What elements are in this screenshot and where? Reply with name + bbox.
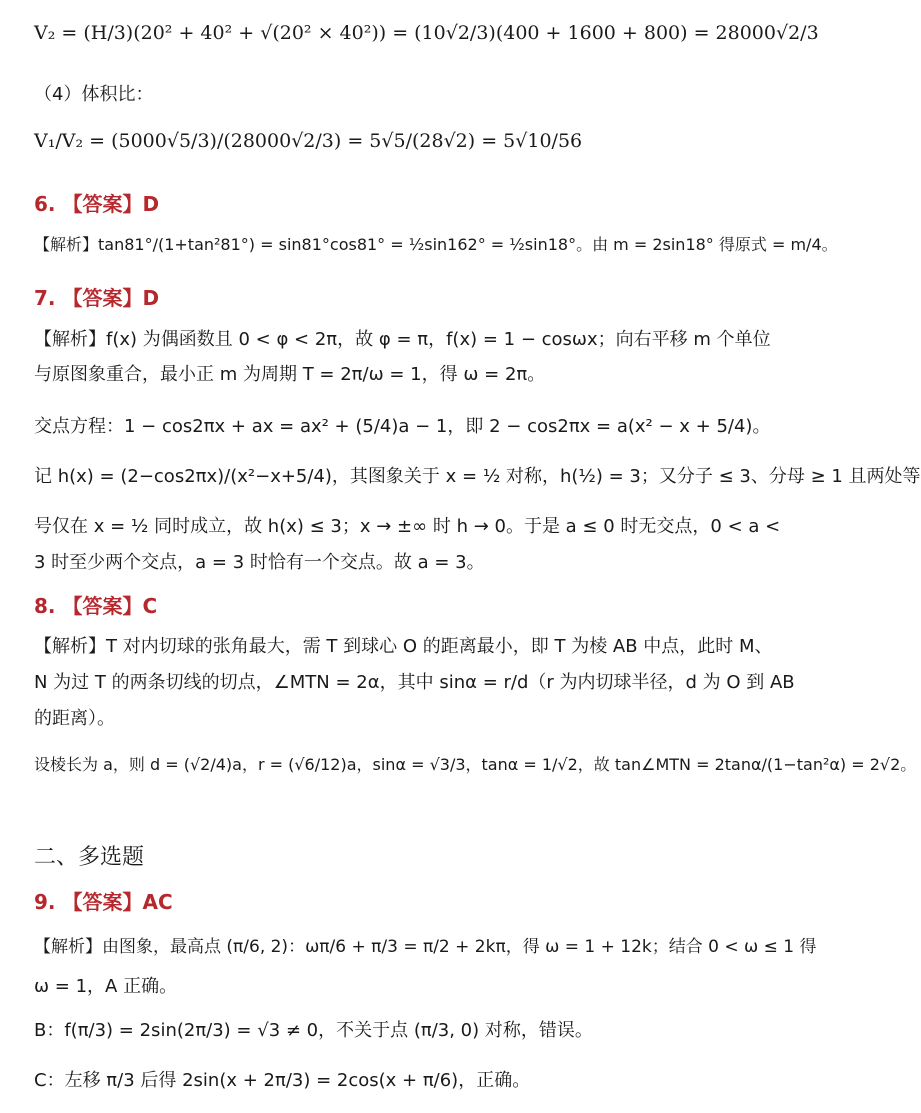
analysis-8-line1: 【解析】T 对内切球的张角最大，需 T 到球心 O 的距离最小，即 T 为棱 AB 中点，此时 M、 [34,636,773,657]
volume-ratio-head: （4）体积比： [34,84,154,105]
analysis-6: 【解析】tan81°/(1+tan²81°) = sin81°cos81° = ½sin162° = ½sin18°。由 m = 2sin18° 得原式 = m/4。 [34,235,838,254]
analysis-7-line2: 与原图象重合，最小正 m 为周期 T = 2π/ω = 1，得 ω = 2π。 [34,364,546,385]
answer-9: 9. 【答案】AC [34,890,173,914]
analysis-7-line1: 【解析】f(x) 为偶函数且 0 < φ < 2π，故 φ = π，f(x) = 1 − cosωx；向右平移 m 个单位 [34,329,771,350]
analysis-7-line6: 3 时至少两个交点，a = 3 时恰有一个交点。故 a = 3。 [34,552,485,573]
analysis-8-line2: N 为过 T 的两条切线的切点，∠MTN = 2α，其中 sinα = r/d（r 为内切球半径，d 为 O 到 AB [34,672,795,693]
answer-7: 7. 【答案】D [34,286,160,310]
analysis-8-line4: 设棱长为 a，则 d = (√2/4)a，r = (√6/12)a，sinα = √3/3，tanα = 1/√2，故 tan∠MTN = 2tanα/(1−tan²α) = 2√2。 [34,755,917,774]
analysis-7-line4: 记 h(x) = (2−cos2πx)/(x²−x+5/4)，其图象关于 x = ½ 对称，h(½) = 3；又分子 ≤ 3、分母 ≥ 1 且两处等 [34,466,921,487]
section-heading: 二、多选题 [34,845,145,870]
analysis-8-line3: 的距离）。 [34,708,115,729]
ratio-formula: V₁/V₂ = (5000√5/3)/(28000√2/3) = 5√5/(28√2) = 5√10/56 [34,130,583,152]
answer-6: 6. 【答案】D [34,192,160,216]
v2-formula: V₂ = (H/3)(20² + 40² + √(20² × 40²)) = (10√2/3)(400 + 1600 + 800) = 28000√2/3 [34,22,819,44]
analysis-9-line2: ω = 1，A 正确。 [34,976,178,997]
option-b: B：f(π/3) = 2sin(2π/3) = √3 ≠ 0，不关于点 (π/3, 0) 对称，错误。 [34,1020,593,1041]
analysis-7-line5: 号仅在 x = ½ 同时成立，故 h(x) ≤ 3；x → ±∞ 时 h → 0。于是 a ≤ 0 时无交点，0 < a < [34,516,781,537]
analysis-9-line1: 【解析】由图象，最高点 (π/6, 2)：ωπ/6 + π/3 = π/2 + 2kπ，得 ω = 1 + 12k；结合 0 < ω ≤ 1 得 [34,937,817,957]
answer-8: 8. 【答案】C [34,594,158,618]
option-c: C：左移 π/3 后得 2sin(x + 2π/3) = 2cos(x + π/6)，正确。 [34,1070,531,1091]
analysis-7-line3: 交点方程：1 − cos2πx + ax = ax² + (5/4)a − 1，即 2 − cos2πx = a(x² − x + 5/4)。 [34,416,771,437]
